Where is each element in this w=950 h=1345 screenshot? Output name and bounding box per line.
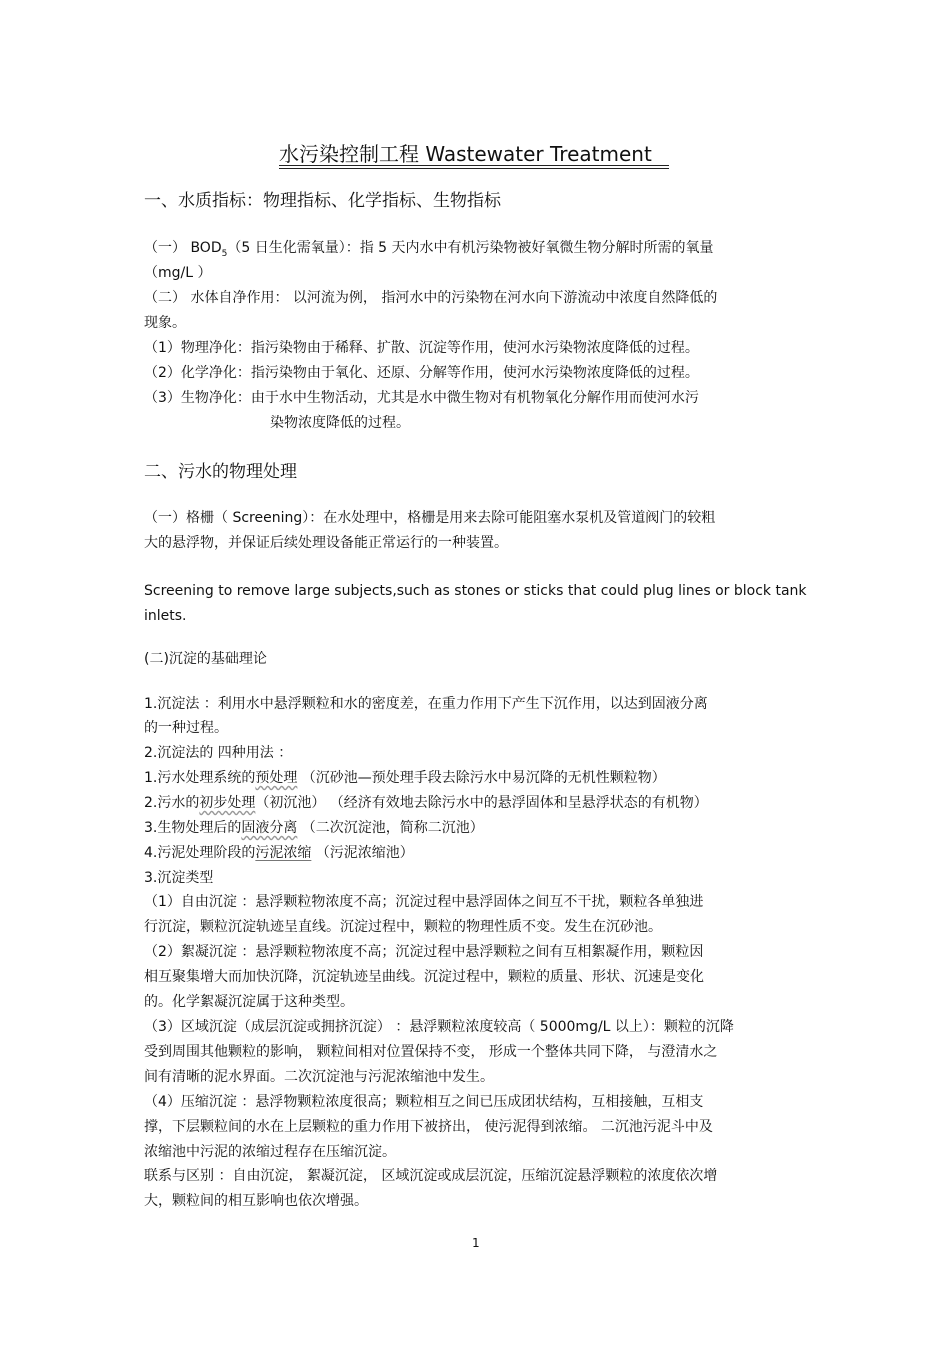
use-4: [144, 844, 414, 862]
use-4-prefix: 4.污泥处理阶段的: [144, 845, 256, 861]
use-3: [144, 819, 484, 837]
type-1-line-2: 行沉淀，颗粒沉淀轨迹呈直线。沉淀过程中，颗粒的物理性质不变。发生在沉砂池。: [144, 919, 662, 935]
physical-purification: （1）物理净化：指污染物由于稀释、扩散、沉淀等作用，使河水污染物浓度降低的过程。: [144, 340, 699, 356]
use-1: [144, 769, 666, 787]
sedimentation-method-cont: 的一种过程。: [144, 720, 228, 736]
doc-title: 水污染控制工程 Wastewater Treatment: [279, 142, 652, 166]
screening-english: Screening to remove large subjects,such as stones or sticks that could plug lines or block tank: [144, 583, 807, 599]
self-purification-cont: 现象。: [144, 315, 186, 331]
use-2-note: （初沉池） （经济有效地去除污水中的悬浮固体和呈悬浮状态的有机物）: [255, 795, 708, 811]
four-uses-heading: 2.沉淀法的 四种用法 ：: [144, 745, 293, 761]
chemical-purification: （2）化学净化：指污染物由于氧化、还原、分解等作用，使河水污染物浓度降低的过程。: [144, 365, 699, 381]
relation-line-2: 大，颗粒间的相互影响也依次增强。: [144, 1193, 368, 1209]
type-4-line-2: 撑，下层颗粒间的水在上层颗粒的重力作用下被挤出， 使污泥得到浓缩。 二沉池污泥斗中及: [144, 1119, 713, 1135]
use-1-prefix: 1.污水处理系统的: [144, 770, 256, 786]
sedimentation-types-heading: 3.沉淀类型: [144, 870, 214, 886]
bod-unit: （mg/L ）: [144, 265, 212, 281]
type-4-line-1: （4）压缩沉淀 ：悬浮物颗粒浓度很高；颗粒相互之间已压成团状结构，互相接触，互相支: [144, 1094, 704, 1110]
type-4-line-3: 浓缩池中污泥的浓缩过程存在压缩沉淀。: [144, 1144, 396, 1160]
type-3-line-2: 受到周围其他颗粒的影响， 颗粒间相对位置保持不变， 形成一个整体共同下降， 与澄清水之: [144, 1044, 718, 1060]
sedimentation-method: 1.沉淀法 ：利用水中悬浮颗粒和水的密度差，在重力作用下产生下沉作用，以达到固液分离: [144, 696, 708, 712]
use-2-prefix: 2.污水的: [144, 795, 200, 811]
page-number: 1: [472, 1236, 480, 1250]
use-2: [144, 794, 708, 812]
screening-line: （一）格栅（ Screening）：在水处理中，格栅是用来去除可能阻塞水泵机及管道阀门的较粗: [144, 510, 716, 526]
title-underline: [279, 165, 669, 166]
use-1-note: （沉砂池—预处理手段去除污水中易沉降的无机性颗粒物）: [297, 770, 666, 786]
type-2-line-2: 相互聚集增大而加快沉降，沉淀轨迹呈曲线。沉淀过程中，颗粒的质量、形状、沉速是变化: [144, 969, 704, 985]
type-2-line-1: （2）絮凝沉淀 ：悬浮颗粒物浓度不高；沉淀过程中悬浮颗粒之间有互相絮凝作用，颗粒因: [144, 944, 704, 960]
use-2-term: 初步处理: [199, 795, 256, 811]
bod-label: （一） BOD: [144, 240, 222, 256]
screening-cont: 大的悬浮物，并保证后续处理设备能正常运行的一种装置。: [144, 535, 508, 551]
sedimentation-theory-heading: (二)沉淀的基础理论: [144, 651, 267, 667]
biological-purification: （3）生物净化：由于水中生物活动，尤其是水中微生物对有机物氧化分解作用而使河水污: [144, 390, 699, 406]
type-1-line-1: （1）自由沉淀 ：悬浮颗粒物浓度不高；沉淀过程中悬浮固体之间互不干扰，颗粒各单独进: [144, 894, 704, 910]
use-3-note: （二次沉淀池，简称二沉池）: [297, 820, 484, 836]
bod-subscript: 5: [221, 248, 228, 259]
screening-english-cont: inlets.: [144, 608, 187, 624]
bod-definition: （5 日生化需氧量）：指 5 天内水中有机污染物被好氧微生物分解时所需的氧量: [227, 240, 714, 256]
relation-line-1: 联系与区别 ：自由沉淀， 絮凝沉淀， 区域沉淀或成层沉淀，压缩沉淀悬浮颗粒的浓度依次增: [144, 1168, 718, 1184]
type-3-line-3: 间有清晰的泥水界面。二次沉淀池与污泥浓缩池中发生。: [144, 1069, 494, 1085]
section-2-heading: 二、污水的物理处理: [144, 462, 297, 482]
self-purification-line: （二） 水体自净作用： 以河流为例， 指河水中的污染物在河水向下游流动中浓度自然降低的: [144, 290, 718, 306]
use-4-term: 污泥浓缩: [255, 845, 312, 861]
title-underline-second: [279, 168, 669, 169]
section-1-heading: 一、水质指标：物理指标、化学指标、生物指标: [144, 191, 501, 211]
use-4-note: （污泥浓缩池）: [311, 845, 414, 861]
use-1-term: 预处理: [255, 770, 298, 786]
bod-line: [144, 239, 714, 263]
type-2-line-3: 的。化学絮凝沉淀属于这种类型。: [144, 994, 354, 1010]
type-3-line-1: （3）区域沉淀（成层沉淀或拥挤沉淀） ：悬浮颗粒浓度较高（ 5000mg/L 以上）：颗粒的沉降: [144, 1019, 734, 1035]
use-3-prefix: 3.生物处理后的: [144, 820, 242, 836]
biological-purification-cont: 染物浓度降低的过程。: [270, 415, 410, 431]
use-3-term: 固液分离: [241, 820, 298, 836]
